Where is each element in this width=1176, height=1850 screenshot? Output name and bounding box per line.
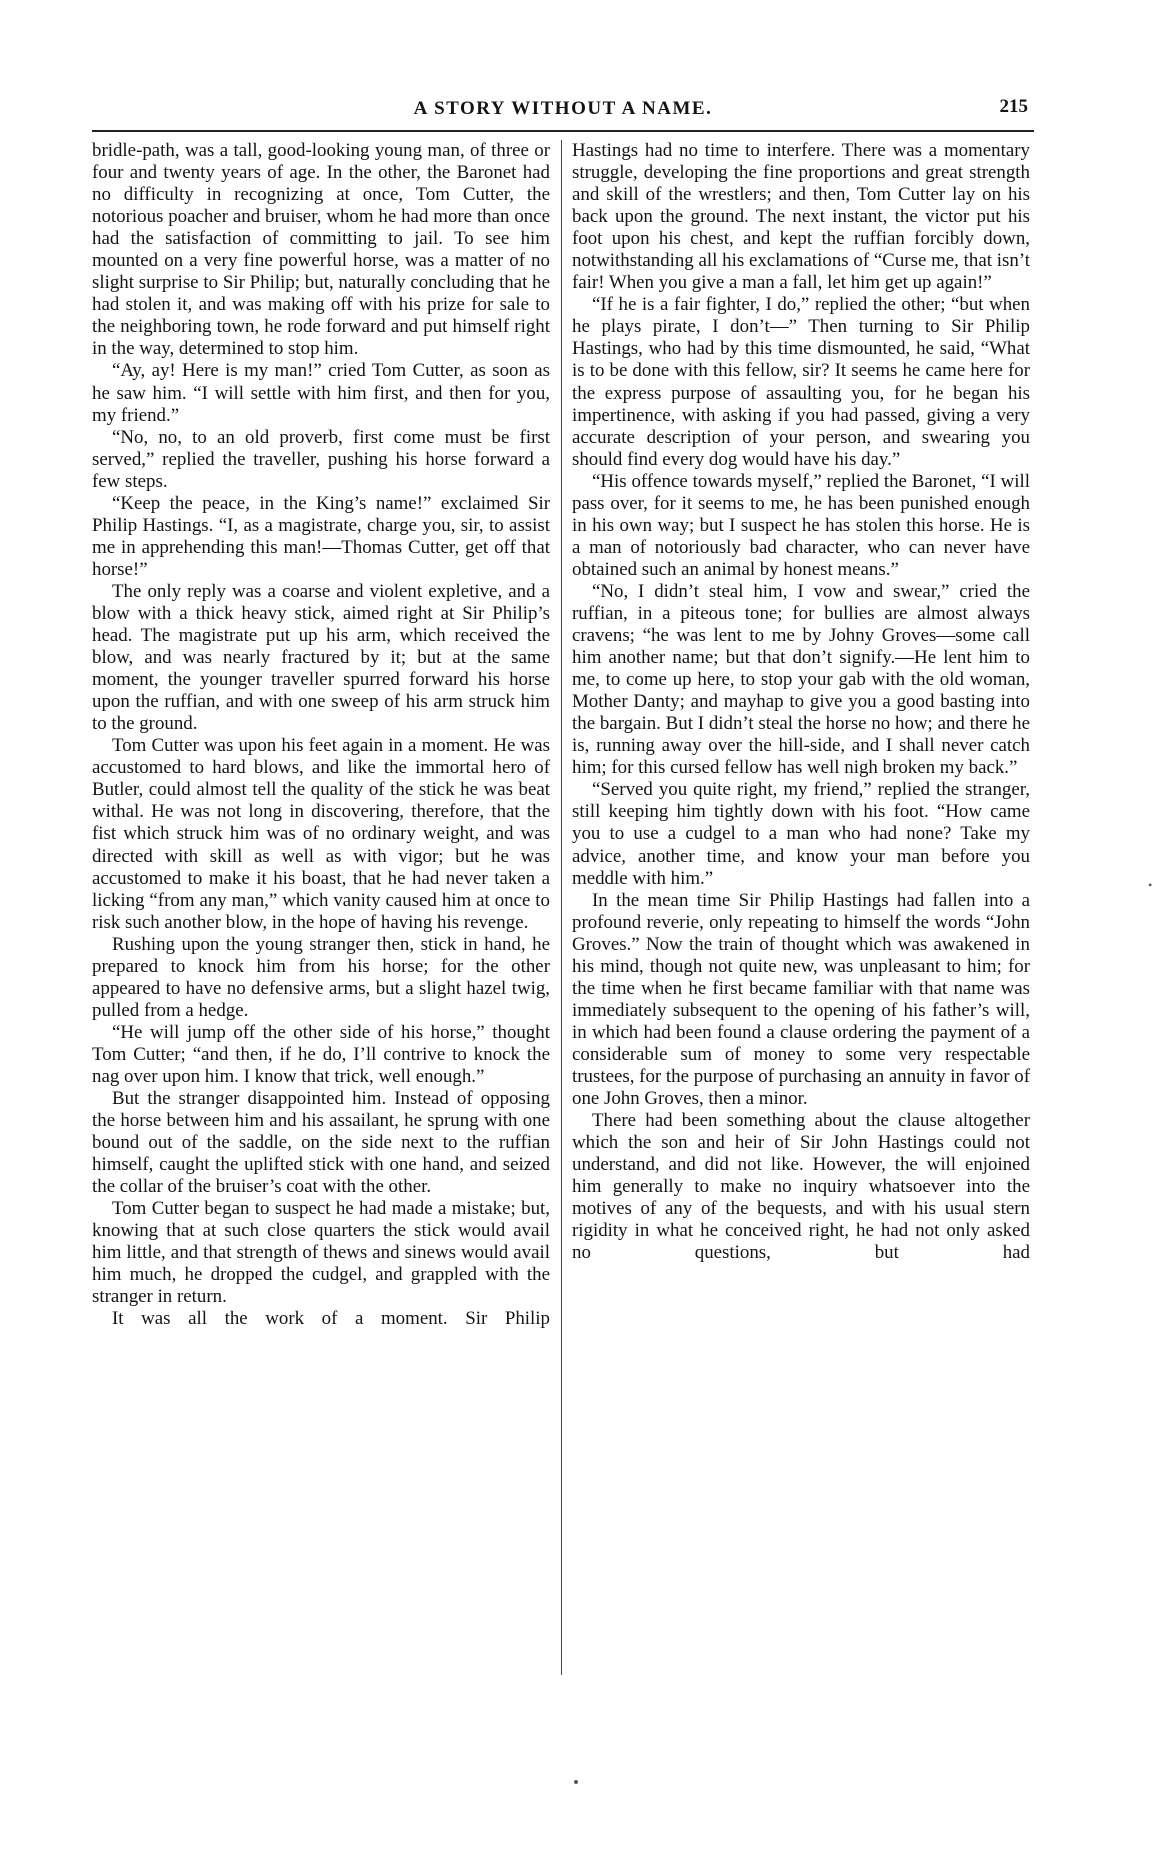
paragraph: There had been something about the clause altogether which the son and heir of Sir John Hastings could not understand, and did not like. However, the will enjoined him generally to make no inquiry whatsoever into the motives of any of the bequests, and with his usual stern rigidity in what he conceived right, he had not only asked no questions, but had — [572, 1110, 1030, 1264]
paragraph: The only reply was a coarse and violent expletive, and a blow with a thick heavy stick, aimed right at Sir Philip’s head. The magistrate put up his arm, which received the blow, and was nearly fractured by it; but at the same moment, the younger traveller spurred forward his horse upon the ruffian, and with one sweep of his arm struck him to the ground. — [92, 580, 550, 735]
paragraph: Hastings had no time to interfere. There was a momentary struggle, developing the fine proportions and great strength and skill of the wrestlers; and then, Tom Cutter lay on his back upon the ground. The next instant, the victor put his foot upon his chest, and kept the ruffian forcibly down, notwithstanding all his exclamations of “Curse me, that isn’t fair! When you give a man a fall, let him get up again!” — [572, 140, 1030, 294]
paragraph: Rushing upon the young stranger then, stick in hand, he prepared to knock him from his horse; for the other appeared to have no defensive arms, but a slight hazel twig, pulled from a hedge. — [92, 933, 550, 1021]
paragraph: “No, no, to an old proverb, first come must be first served,” replied the traveller, pushing his horse forward a few steps. — [92, 426, 550, 492]
right-column — [572, 140, 1030, 1264]
paragraph: bridle-path, was a tall, good-looking young man, of three or four and twenty years of age. In the other, the Baronet had no difficulty in recognizing at once, Tom Cutter, the notorious poacher and bruiser, whom he had more than once had the satisfaction of committing to jail. To see him mounted on a very fine powerful horse, was a matter of no slight surprise to Sir Philip; but, naturally concluding that he had stolen it, and was making off with his prize for sale to the neighboring town, he rode forward and put himself right in the way, determined to stop him. — [92, 140, 550, 360]
paragraph: But the stranger disappointed him. Instead of opposing the horse between him and his assailant, he sprung with one bound out of the saddle, on the side next to the ruffian himself, caught the uplifted stick with one hand, and seized the collar of the bruiser’s coat with the other. — [92, 1088, 550, 1198]
running-title: A STORY WITHOUT A NAME. — [413, 98, 713, 119]
paragraph: “If he is a fair fighter, I do,” replied the other; “but when he plays pirate, I don’t—” Then turning to Sir Philip Hastings, who had by this time dismounted, he said, “What is to be done with this fellow, sir? It seems he came here for the express purpose of assaulting you, for he began his impertinence, with asking if you had passed, giving a very accurate description of your person, and swearing you should find every dog would have his day.” — [572, 294, 1030, 470]
paragraph: In the mean time Sir Philip Hastings had fallen into a profound reverie, only repeating to himself the words “John Groves.” Now the train of thought which was awakened in his mind, though not quite new, was unpleasant to him; for the time when he first became familiar with that name was immediately subsequent to the opening of his father’s will, in which had been found a clause ordering the payment of a considerable sum of money to some very respectable trustees, for the purpose of purchasing an annuity in favor of one John Groves, then a minor. — [572, 889, 1030, 1110]
paragraph: It was all the work of a moment. Sir Philip — [112, 1308, 550, 1330]
paragraph: “Ay, ay! Here is my man!” cried Tom Cutter, as soon as he saw him. “I will settle with him first, and then for you, my friend.” — [92, 360, 550, 426]
paragraph: “No, I didn’t steal him, I vow and swear,” cried the ruffian, in a piteous tone; for bullies are almost always cravens; “he was lent to me by Johny Groves—some call him another name; but that don’t signify.—He lent him to me, to come up here, to stop your gab with the old woman, Mother Danty; and mayhap to give you a good basting into the bargain. But I didn’t steal the horse no how; and there he is, running away over the hill-side, and I shall never catch him; for this cursed fellow has well nigh broken my back.” — [572, 580, 1030, 779]
paragraph: Tom Cutter began to suspect he had made a mistake; but, knowing that at such close quarters the stick would avail him little, and that strength of thews and sinews would avail him much, he dropped the cudgel, and grappled with the stranger in return. — [92, 1198, 550, 1308]
print-speck: • — [1148, 878, 1153, 892]
left-column — [92, 140, 550, 1331]
paragraph: Tom Cutter was upon his feet again in a moment. He was accustomed to hard blows, and like the immortal hero of Butler, could almost tell the quality of the stick he was beat withal. He was not long in discovering, therefore, that the fist which struck him was of no ordinary weight, and was directed with skill as well as with vigor; but he was accustomed to make it his boast, that he had never taken a licking “from any man,” which vanity caused him at once to risk such another blow, in the hope of having his revenge. — [92, 735, 550, 933]
print-speck — [574, 1780, 578, 1784]
paragraph: “Served you quite right, my friend,” replied the stranger, still keeping him tightly down with his foot. “How came you to use a cudgel to a man who had none? Take my advice, another time, and know your man before you meddle with him.” — [572, 779, 1030, 889]
page-number: 215 — [999, 96, 1028, 117]
column-divider — [561, 140, 562, 1675]
page-header — [92, 90, 1034, 132]
paragraph: “He will jump off the other side of his horse,” thought Tom Cutter; “and then, if he do, I’ll contrive to knock the nag over upon him. I know that trick, well enough.” — [92, 1021, 550, 1087]
paragraph: “Keep the peace, in the King’s name!” exclaimed Sir Philip Hastings. “I, as a magistrate, charge you, sir, to assist me in apprehending this man!—Thomas Cutter, get off that horse!” — [92, 492, 550, 580]
paragraph: “His offence towards myself,” replied the Baronet, “I will pass over, for it seems to me, he has been punished enough in his own way; but I suspect he has stolen this horse. He is a man of notoriously bad character, who can never have obtained such an animal by honest means.” — [572, 470, 1030, 580]
